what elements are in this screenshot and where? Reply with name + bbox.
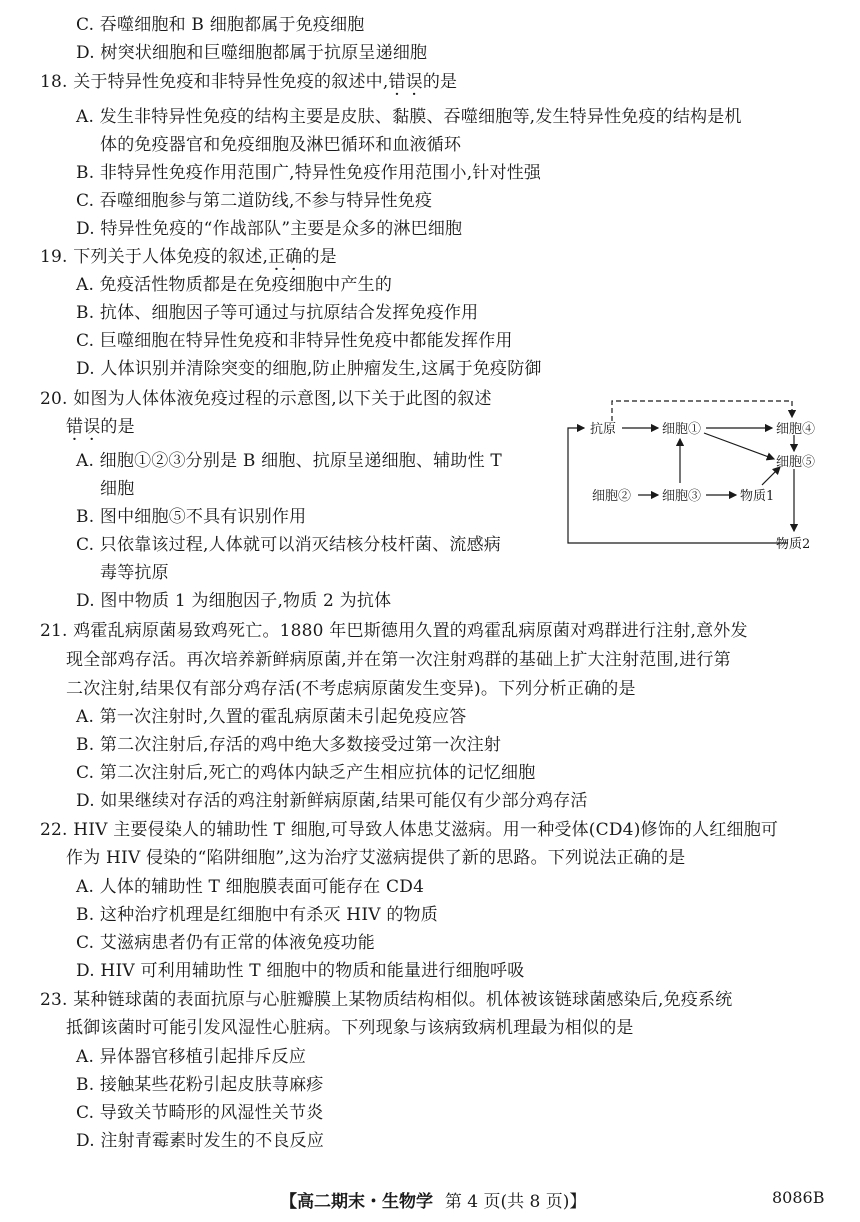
option-c: C. 只依靠该过程,人体就可以消灭结核分枝杆菌、流感病 [76,535,502,555]
option-b: B. 这种治疗机理是红细胞中有杀灭 HIV 的物质 [76,905,438,925]
option-c: C. 导致关节畸形的风湿性关节炎 [76,1103,324,1123]
feedback-arrow [568,428,788,543]
option-a-continued: 细胞 [100,479,135,499]
node-cell2: 细胞② [592,489,632,504]
question-20-stem-continued: 错误的是 [66,417,135,437]
option-a: A. 人体的辅助性 T 细胞膜表面可能存在 CD4 [76,877,425,897]
option-c-continued: 毒等抗原 [100,563,169,583]
option-d: D. 如果继续对存活的鸡注射新鲜病原菌,结果可能仅有少部分鸡存活 [76,791,588,811]
option-c: C. 巨噬细胞在特异性免疫和非特异性免疫中都能发挥作用 [76,331,513,351]
question-22-stem: 22. HIV 主要侵染人的辅助性 T 细胞,可导致人体患艾滋病。用一种受体(CD4)修饰的人红细胞可 [40,820,779,840]
node-substance2: 物质2 [776,537,811,552]
option-d: D. 人体识别并清除突变的细胞,防止肿瘤发生,这属于免疫防御 [76,359,542,379]
question-21-stem-continued: 现全部鸡存活。再次培养新鲜病原菌,并在第一次注射鸡群的基础上扩大注射范围,进行第 [66,650,731,670]
option-c: C. 艾滋病患者仍有正常的体液免疫功能 [76,933,376,953]
option-d: D. 注射青霉素时发生的不良反应 [76,1131,325,1151]
option-d: D. 特异性免疫的“作战部队”主要是众多的淋巴细胞 [76,219,463,239]
option-b: B. 第二次注射后,存活的鸡中绝大多数接受过第一次注射 [76,735,502,755]
option-d: D. 树突状细胞和巨噬细胞都属于抗原呈递细胞 [76,43,428,63]
option-c: C. 吞噬细胞参与第二道防线,不参与特异性免疫 [76,191,433,211]
footer-page-number: 第 4 页(共 8 页)】 [444,1192,587,1212]
question-20-stem: 20. 如图为人体体液免疫过程的示意图,以下关于此图的叙述 [40,389,492,409]
question-23-stem: 23. 某种链球菌的表面抗原与心脏瓣膜上某物质结构相似。机体被该链球菌感染后,免疫系统 [40,990,733,1010]
question-22-stem-continued: 作为 HIV 侵染的“陷阱细胞”,这为治疗艾滋病提供了新的思路。下列说法正确的是 [66,848,686,868]
question-19-stem: 19. 下列关于人体免疫的叙述,正确的是 [40,247,337,267]
node-cell4: 细胞④ [776,422,816,437]
footer-code: 8086B [772,1188,825,1207]
option-b: B. 接触某些花粉引起皮肤荨麻疹 [76,1075,324,1095]
option-c: C. 吞噬细胞和 B 细胞都属于免疫细胞 [76,15,365,35]
dashed-arrow [612,401,792,421]
footer-title: 【高二期末・生物学 [280,1192,433,1212]
option-d: D. 图中物质 1 为细胞因子,物质 2 为抗体 [76,591,392,611]
question-21-stem-continued: 二次注射,结果仅有部分鸡存活(不考虑病原菌发生变异)。下列分析正确的是 [66,679,636,699]
question-18-stem: 18. 关于特异性免疫和非特异性免疫的叙述中,错误的是 [40,72,458,92]
question-21-stem: 21. 鸡霍乱病原菌易致鸡死亡。1880 年巴斯德用久置的鸡霍乱病原菌对鸡群进行注射,意外发 [40,621,748,641]
node-cell3: 细胞③ [662,489,702,504]
option-b: B. 非特异性免疫作用范围广,特异性免疫作用范围小,针对性强 [76,163,542,183]
option-c: C. 第二次注射后,死亡的鸡体内缺乏产生相应抗体的记忆细胞 [76,763,536,783]
node-cell1: 细胞① [662,422,702,437]
option-d: D. HIV 可利用辅助性 T 细胞中的物质和能量进行细胞呼吸 [76,961,525,981]
option-b: B. 抗体、细胞因子等可通过与抗原结合发挥免疫作用 [76,303,479,323]
option-a: A. 第一次注射时,久置的霍乱病原菌未引起免疫应答 [76,707,467,727]
option-a: A. 免疫活性物质都是在免疫细胞中产生的 [76,275,393,295]
node-substance1: 物质1 [740,489,775,504]
option-a: A. 异体器官移植引起排斥反应 [76,1047,307,1067]
option-b: B. 图中细胞⑤不具有识别作用 [76,507,307,527]
option-a: A. 发生非特异性免疫的结构主要是皮肤、黏膜、吞噬细胞等,发生特异性免疫的结构是机 [76,107,742,127]
option-a-continued: 体的免疫器官和免疫细胞及淋巴循环和血液循环 [100,135,462,155]
option-a: A. 细胞①②③分别是 B 细胞、抗原呈递细胞、辅助性 T [76,451,502,471]
arrow-cell1-cell5 [704,433,774,459]
page-footer [280,1187,586,1212]
humoral-immunity-diagram [566,393,828,553]
node-antigen: 抗原 [590,422,617,437]
node-cell5: 细胞⑤ [776,455,816,470]
question-23-stem-continued: 抵御该菌时可能引发风湿性心脏病。下列现象与该病致病机理最为相似的是 [66,1018,634,1038]
